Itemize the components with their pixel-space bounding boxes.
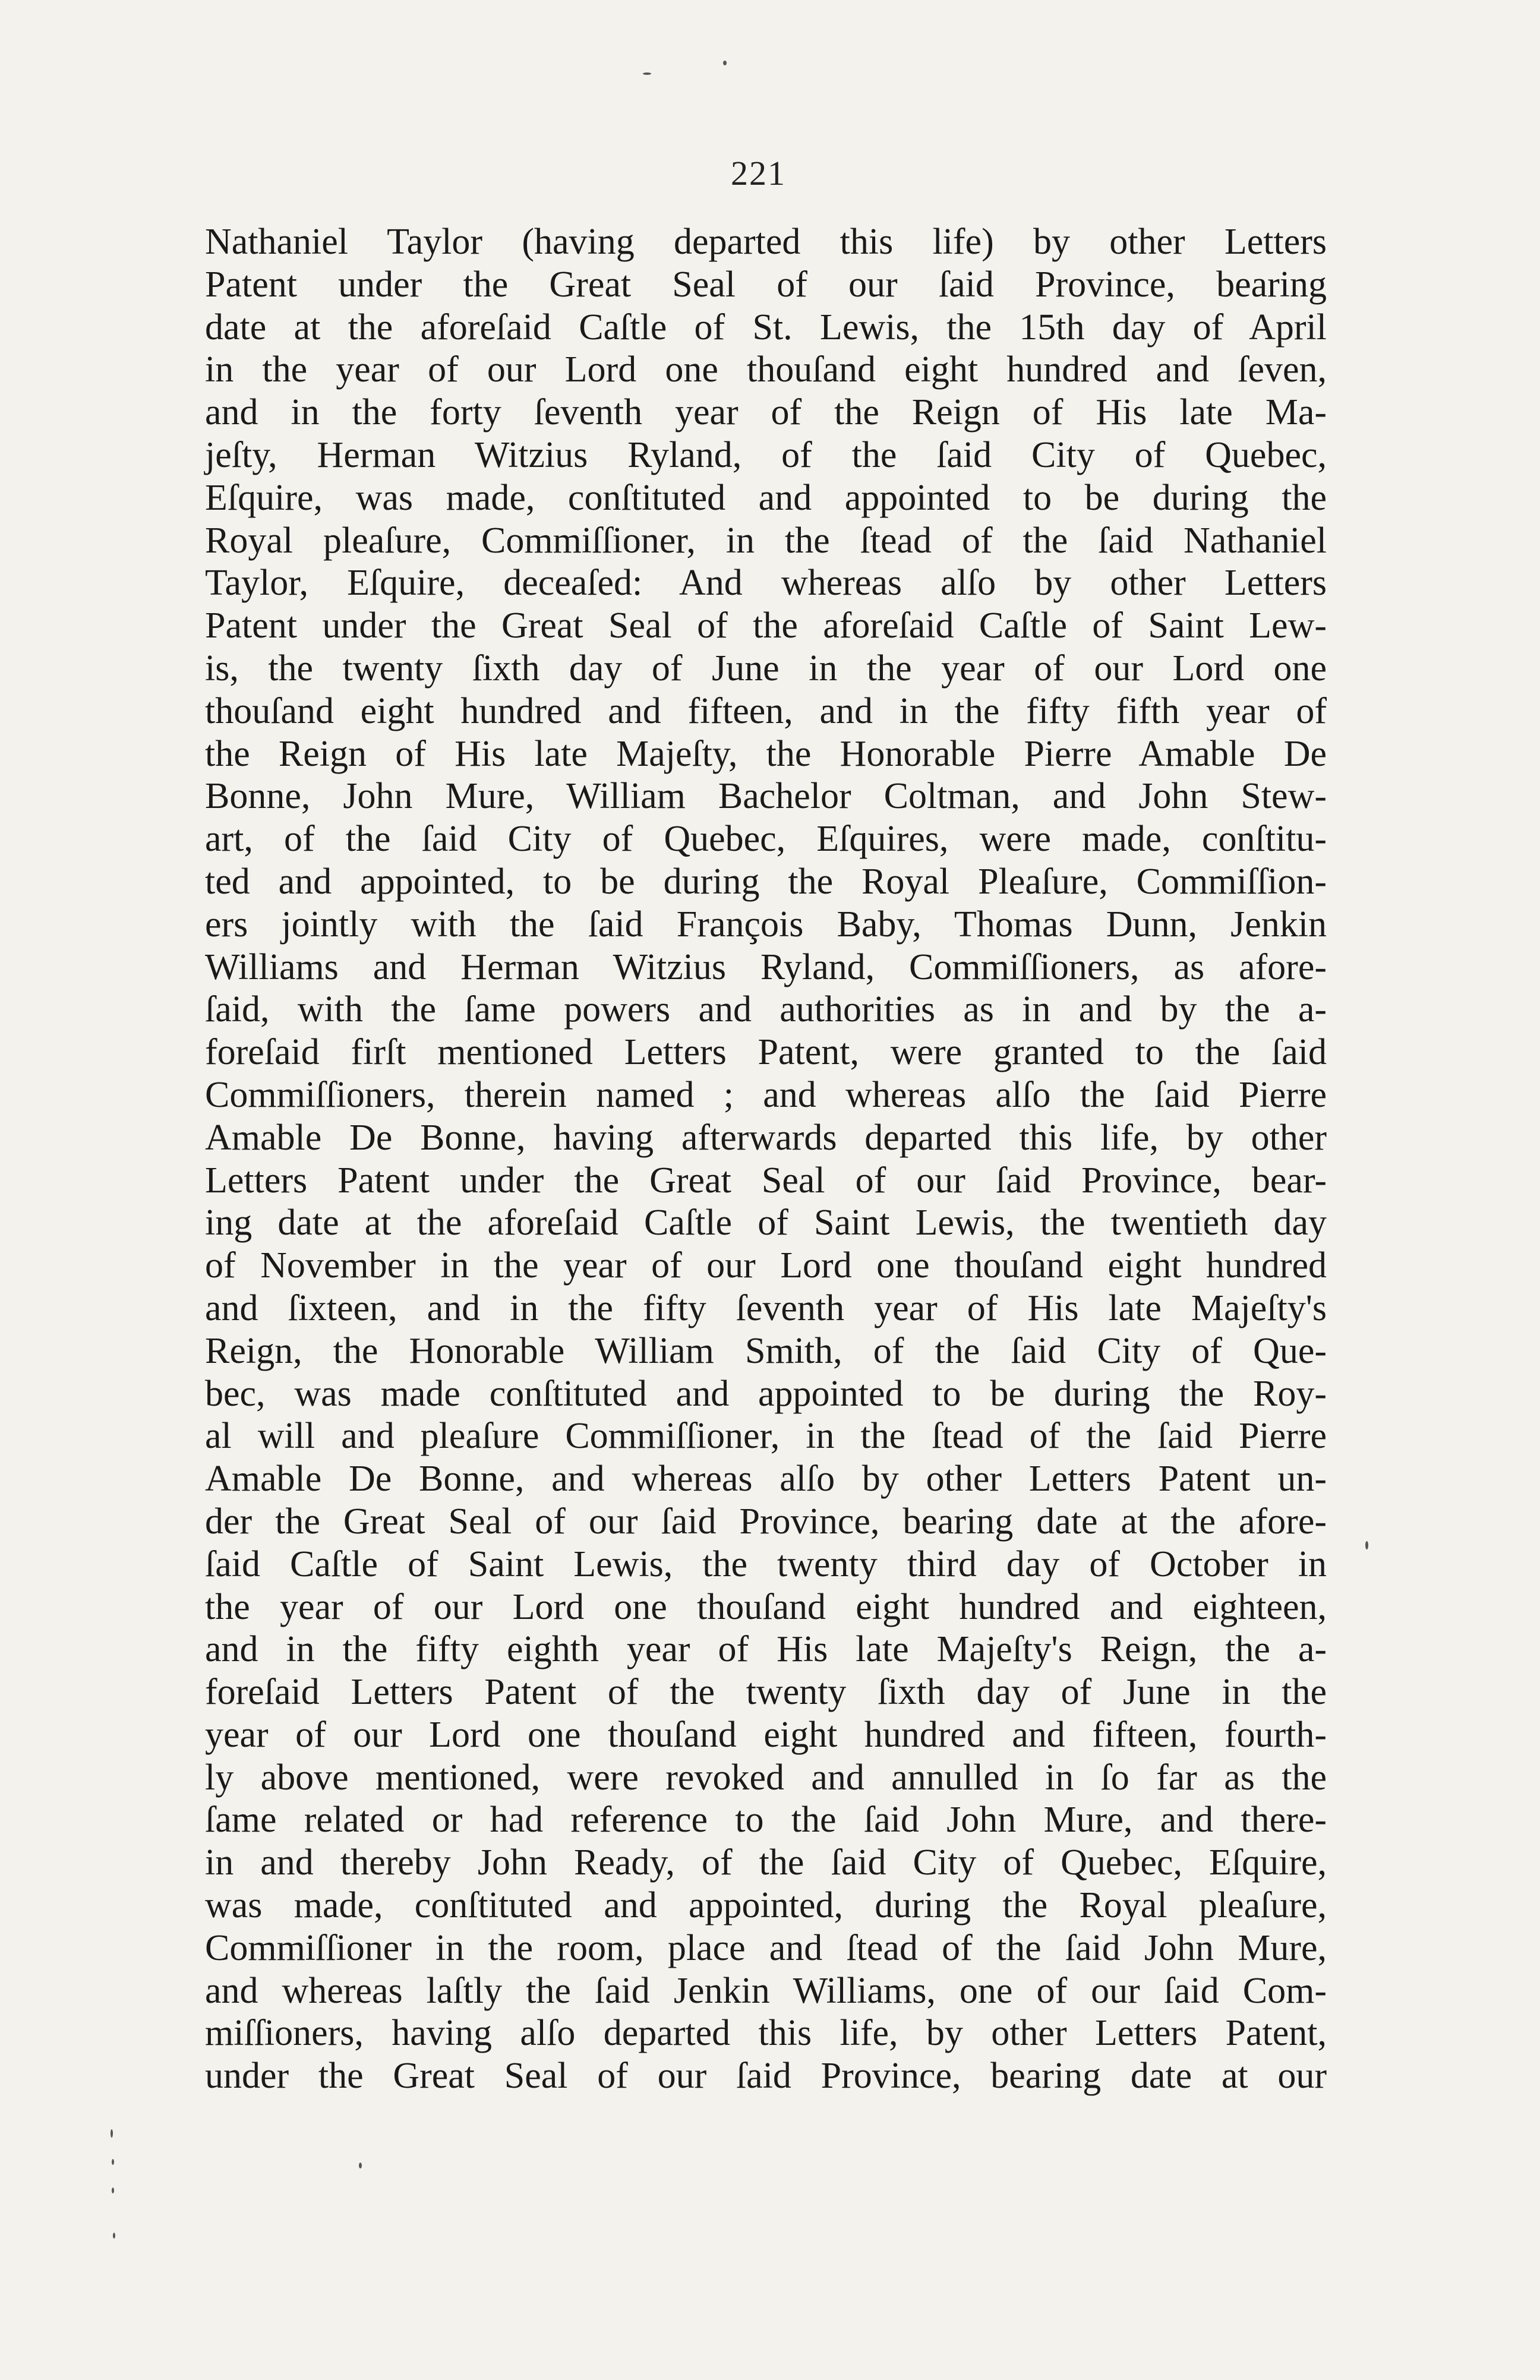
text-line: in the year of our Lord one thouſand eight hundred and ſeven, [205, 349, 1327, 390]
text-line: Reign, the Honorable William Smith, of the ſaid City of Que- [205, 1330, 1327, 1371]
text-line: Nathaniel Taylor (having departed this life) by other Letters [205, 222, 1327, 262]
text-line: bec, was made conſtituted and appointed to be during the Roy- [205, 1373, 1327, 1414]
text-line: Williams and Herman Witzius Ryland, Commiſſioners, as afore- [205, 946, 1327, 987]
page-number: 221 [731, 154, 786, 192]
text-line: the year of our Lord one thouſand eight hundred and eighteen, [205, 1586, 1327, 1627]
text-line: is, the twenty ſixth day of June in the year of our Lord one [205, 648, 1327, 689]
text-line: der the Great Seal of our ſaid Province, bearing date at the afore- [205, 1501, 1327, 1542]
scan-speck [112, 2188, 114, 2193]
text-line: Letters Patent under the Great Seal of our ſaid Province, bear- [205, 1160, 1327, 1201]
text-line: Amable De Bonne, and whereas alſo by other Letters Patent un- [205, 1459, 1327, 1500]
text-line: and whereas laſtly the ſaid Jenkin Williams, one of our ſaid Com- [205, 1970, 1327, 2011]
text-line: and ſixteen, and in the fifty ſeventh year of His late Majeſty's [205, 1287, 1327, 1328]
text-line: year of our Lord one thouſand eight hundred and fifteen, fourth- [205, 1714, 1327, 1755]
text-line: and in the fifty eighth year of His late Majeſty's Reign, the a- [205, 1629, 1327, 1670]
text-line: Royal pleaſure, Commiſſioner, in the ſtead of the ſaid Nathaniel [205, 520, 1327, 561]
scan-speck [643, 72, 651, 75]
text-line: date at the aforeſaid Caſtle of St. Lewis, the 15th day of April [205, 307, 1327, 348]
text-line: ly above mentioned, were revoked and annulled in ſo far as the [205, 1757, 1327, 1798]
text-line: jeſty, Herman Witzius Ryland, of the ſaid City of Quebec, [205, 434, 1327, 475]
text-line: in and thereby John Ready, of the ſaid City of Quebec, Eſquire, [205, 1842, 1327, 1883]
text-line: art, of the ſaid City of Quebec, Eſquires, were made, conſtitu- [205, 819, 1327, 860]
scan-speck [111, 2129, 113, 2138]
text-line: under the Great Seal of our ſaid Province, bearing date at our [205, 2056, 1327, 2097]
text-line: of November in the year of our Lord one thouſand eight hundred [205, 1245, 1327, 1286]
text-line: was made, conſtituted and appointed, during the Royal pleaſure, [205, 1885, 1327, 1926]
body-text [205, 221, 1327, 2098]
text-line: Patent under the Great Seal of our ſaid Province, bearing [205, 264, 1327, 305]
scan-speck [112, 2159, 114, 2165]
text-line: miſſioners, having alſo departed this life, by other Letters Patent, [205, 2013, 1327, 2054]
text-line: foreſaid firſt mentioned Letters Patent, were granted to the ſaid [205, 1032, 1327, 1073]
scan-speck [113, 2233, 115, 2239]
text-line: Eſquire, was made, conſtituted and appointed to be during the [205, 477, 1327, 518]
scan-speck [723, 61, 727, 65]
text-line: ers jointly with the ſaid François Baby, Thomas Dunn, Jenkin [205, 904, 1327, 945]
text-line: and in the forty ſeventh year of the Reign of His late Ma- [205, 392, 1327, 433]
text-line: Taylor, Eſquire, deceaſed: And whereas alſo by other Letters [205, 563, 1327, 604]
scan-speck [359, 2163, 362, 2168]
scan-speck [1365, 1541, 1368, 1549]
text-line: Bonne, John Mure, William Bachelor Coltman, and John Stew- [205, 776, 1327, 817]
text-line: ſaid Caſtle of Saint Lewis, the twenty third day of October in [205, 1543, 1327, 1584]
text-line: the Reign of His late Majeſty, the Honorable Pierre Amable De [205, 733, 1327, 774]
text-line: Commiſſioners, therein named ; and whereas alſo the ſaid Pierre [205, 1074, 1327, 1115]
text-line: Patent under the Great Seal of the aforeſaid Caſtle of Saint Lew- [205, 605, 1327, 646]
text-line: al will and pleaſure Commiſſioner, in the ſtead of the ſaid Pierre [205, 1416, 1327, 1457]
text-line: ing date at the aforeſaid Caſtle of Saint Lewis, the twentieth day [205, 1202, 1327, 1243]
text-line: foreſaid Letters Patent of the twenty ſixth day of June in the [205, 1672, 1327, 1713]
text-line: ſame related or had reference to the ſaid John Mure, and there- [205, 1800, 1327, 1841]
text-line: thouſand eight hundred and fifteen, and in the fifty fifth year of [205, 690, 1327, 731]
text-line: Commiſſioner in the room, place and ſtead of the ſaid John Mure, [205, 1927, 1327, 1968]
text-line: ſaid, with the ſame powers and authorities as in and by the a- [205, 989, 1327, 1030]
text-line: ted and appointed, to be during the Royal Pleaſure, Commiſſion- [205, 861, 1327, 902]
text-line: Amable De Bonne, having afterwards departed this life, by other [205, 1117, 1327, 1158]
